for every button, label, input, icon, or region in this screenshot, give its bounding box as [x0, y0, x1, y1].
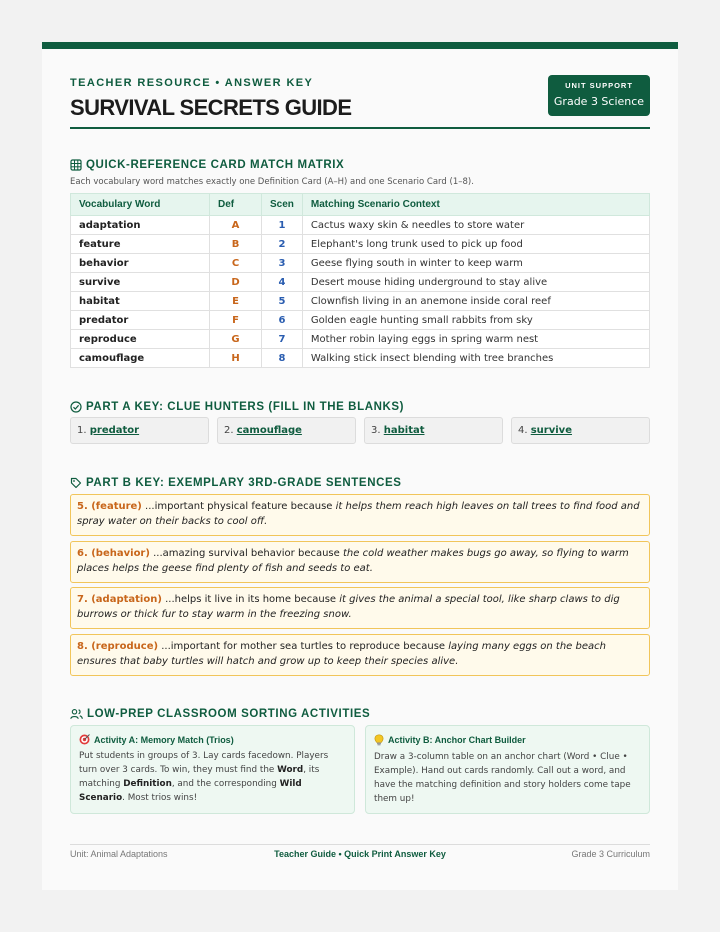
table-row [71, 311, 650, 330]
cell-scen: 4 [262, 273, 303, 292]
lightbulb-icon [374, 734, 384, 746]
tag-icon [70, 477, 82, 489]
grid-icon [70, 159, 82, 171]
part-a-answers [70, 417, 650, 444]
column-header-word: Vocabulary Word [71, 194, 210, 216]
part-a-answer [511, 417, 650, 444]
users-icon [70, 708, 83, 720]
matrix-heading-text: QUICK-REFERENCE CARD MATCH MATRIX [86, 159, 345, 171]
column-header-context: Matching Scenario Context [302, 194, 649, 216]
header-kicker: TEACHER RESOURCE • ANSWER KEY [70, 77, 314, 89]
cell-scen: 7 [262, 330, 303, 349]
footer-center: Teacher Guide • Quick Print Answer Key [274, 849, 446, 859]
table-row [71, 273, 650, 292]
table-header-row [71, 194, 650, 216]
cell-def: D [210, 273, 262, 292]
cell-context: Mother robin laying eggs in spring warm nest [302, 330, 649, 349]
page-title: SURVIVAL SECRETS GUIDE [70, 95, 352, 120]
answer-word: camouflage [236, 425, 302, 436]
cell-scen: 6 [262, 311, 303, 330]
activity-a-text: , its matching [79, 765, 320, 789]
activity-b-card [365, 725, 650, 814]
header-divider [70, 127, 650, 129]
sentence-answer: the cold weather makes bugs go away, so flying to warm places helps the geese find plenty of fish and seeds to eat. [77, 548, 629, 574]
badge-value: Grade 3 Science [553, 95, 645, 108]
cell-word: camouflage [71, 349, 210, 368]
sentence-card [70, 541, 650, 583]
answer-number: 1. [77, 425, 87, 436]
sentence-card [70, 634, 650, 676]
activity-a-bold: Wild Scenario [79, 779, 302, 803]
cell-scen: 5 [262, 292, 303, 311]
cell-context: Cactus waxy skin & needles to store water [302, 216, 649, 235]
matrix-heading [70, 159, 344, 171]
check-circle-icon [70, 401, 82, 413]
sentence-answer: it helps them reach high leaves on tall trees to find food and spray water on their backs to cool off. [77, 501, 640, 527]
activity-a-bold: Word [277, 765, 304, 775]
part-a-heading [70, 401, 404, 413]
table-row [71, 349, 650, 368]
cell-word: adaptation [71, 216, 210, 235]
activity-b-title: Activity B: Anchor Chart Builder [388, 735, 526, 745]
sentence-stem: ...important for mother sea turtles to reproduce because [158, 641, 449, 652]
cell-word: behavior [71, 254, 210, 273]
table-row [71, 235, 650, 254]
cell-context: Walking stick insect blending with tree branches [302, 349, 649, 368]
sentence-answer: laying many eggs on the beach ensures that baby turtles will hatch and grow up to keep their species alive. [77, 641, 606, 667]
sentence-number: 8. (reproduce) [77, 641, 159, 652]
table-row [71, 254, 650, 273]
sentence-stem: ...helps it live in its home because [161, 594, 340, 605]
part-a-heading-text: PART A KEY: CLUE HUNTERS (FILL IN THE BLANKS) [86, 401, 405, 413]
cell-scen: 8 [262, 349, 303, 368]
sentence-number: 5. (feature) [77, 501, 142, 512]
activity-a-bold: Definition [123, 779, 172, 789]
sentence-answer: it gives the animal a special tool, like sharp claws to dig burrows or thick fur to stay warm in the freezing snow. [77, 594, 620, 620]
cell-context: Golden eagle hunting small rabbits from sky [302, 311, 649, 330]
footer-left: Unit: Animal Adaptations [70, 849, 168, 859]
cell-def: G [210, 330, 262, 349]
activities-heading [70, 708, 370, 720]
cell-word: survive [71, 273, 210, 292]
activity-a-title-row [79, 734, 346, 745]
cell-word: feature [71, 235, 210, 254]
table-row [71, 292, 650, 311]
activity-a-text: . Most trios wins! [122, 793, 198, 803]
activity-a-text: Put students in groups of 3. Lay cards facedown. Players turn over 3 cards. To win, they must find the [79, 751, 329, 775]
footer-right: Grade 3 Curriculum [571, 849, 650, 859]
answer-number: 3. [371, 425, 381, 436]
sentence-number: 6. (behavior) [77, 548, 150, 559]
footer-divider [70, 844, 650, 845]
cell-context: Geese flying south in winter to keep warm [302, 254, 649, 273]
activity-a-card [70, 725, 355, 814]
part-a-answer [364, 417, 503, 444]
cell-word: habitat [71, 292, 210, 311]
badge-label: UNIT SUPPORT [565, 81, 633, 90]
activity-a-body [79, 749, 346, 805]
part-b-heading-text: PART B KEY: EXEMPLARY 3RD-GRADE SENTENCES [86, 477, 402, 489]
answer-number: 2. [224, 425, 234, 436]
unit-badge [548, 75, 650, 116]
sentence-card [70, 587, 650, 629]
table-row [71, 216, 650, 235]
cell-def: F [210, 311, 262, 330]
sentence-stem: ...amazing survival behavior because [149, 548, 343, 559]
card-match-table [70, 193, 650, 368]
answer-word: survive [530, 425, 572, 436]
cell-context: Clownfish living in an anemone inside coral reef [302, 292, 649, 311]
part-b-heading [70, 477, 402, 489]
activity-b-body: Draw a 3-column table on an anchor chart (Word • Clue • Example). Hand out cards randomly. Call out a word, and have the matching definition and story holders come tape them up! [374, 752, 631, 804]
cell-word: reproduce [71, 330, 210, 349]
cell-scen: 1 [262, 216, 303, 235]
cell-def: H [210, 349, 262, 368]
part-a-answer [70, 417, 209, 444]
sentence-card [70, 494, 650, 536]
answer-word: predator [89, 425, 140, 436]
column-header-def: Def [210, 194, 262, 216]
activity-b-title-row [374, 734, 641, 746]
sentence-number: 7. (adaptation) [77, 594, 162, 605]
cell-word: predator [71, 311, 210, 330]
matrix-description: Each vocabulary word matches exactly one Definition Card (A–H) and one Scenario Card (1–8). [70, 177, 474, 187]
cell-def: A [210, 216, 262, 235]
answer-key-page [42, 42, 678, 890]
part-a-answer [217, 417, 356, 444]
sentence-stem: ...important physical feature because [141, 501, 336, 512]
cell-def: B [210, 235, 262, 254]
target-icon [79, 734, 90, 745]
cell-scen: 3 [262, 254, 303, 273]
activity-a-title: Activity A: Memory Match (Trios) [94, 734, 234, 745]
cell-context: Elephant's long trunk used to pick up food [302, 235, 649, 254]
answer-number: 4. [518, 425, 528, 436]
cell-context: Desert mouse hiding underground to stay alive [302, 273, 649, 292]
table-row [71, 330, 650, 349]
cell-scen: 2 [262, 235, 303, 254]
column-header-scen: Scen [262, 194, 303, 216]
activity-a-text: , and the corresponding [171, 779, 280, 789]
activities-heading-text: LOW-PREP CLASSROOM SORTING ACTIVITIES [87, 708, 371, 720]
cell-def: C [210, 254, 262, 273]
cell-def: E [210, 292, 262, 311]
answer-word: habitat [383, 425, 425, 436]
